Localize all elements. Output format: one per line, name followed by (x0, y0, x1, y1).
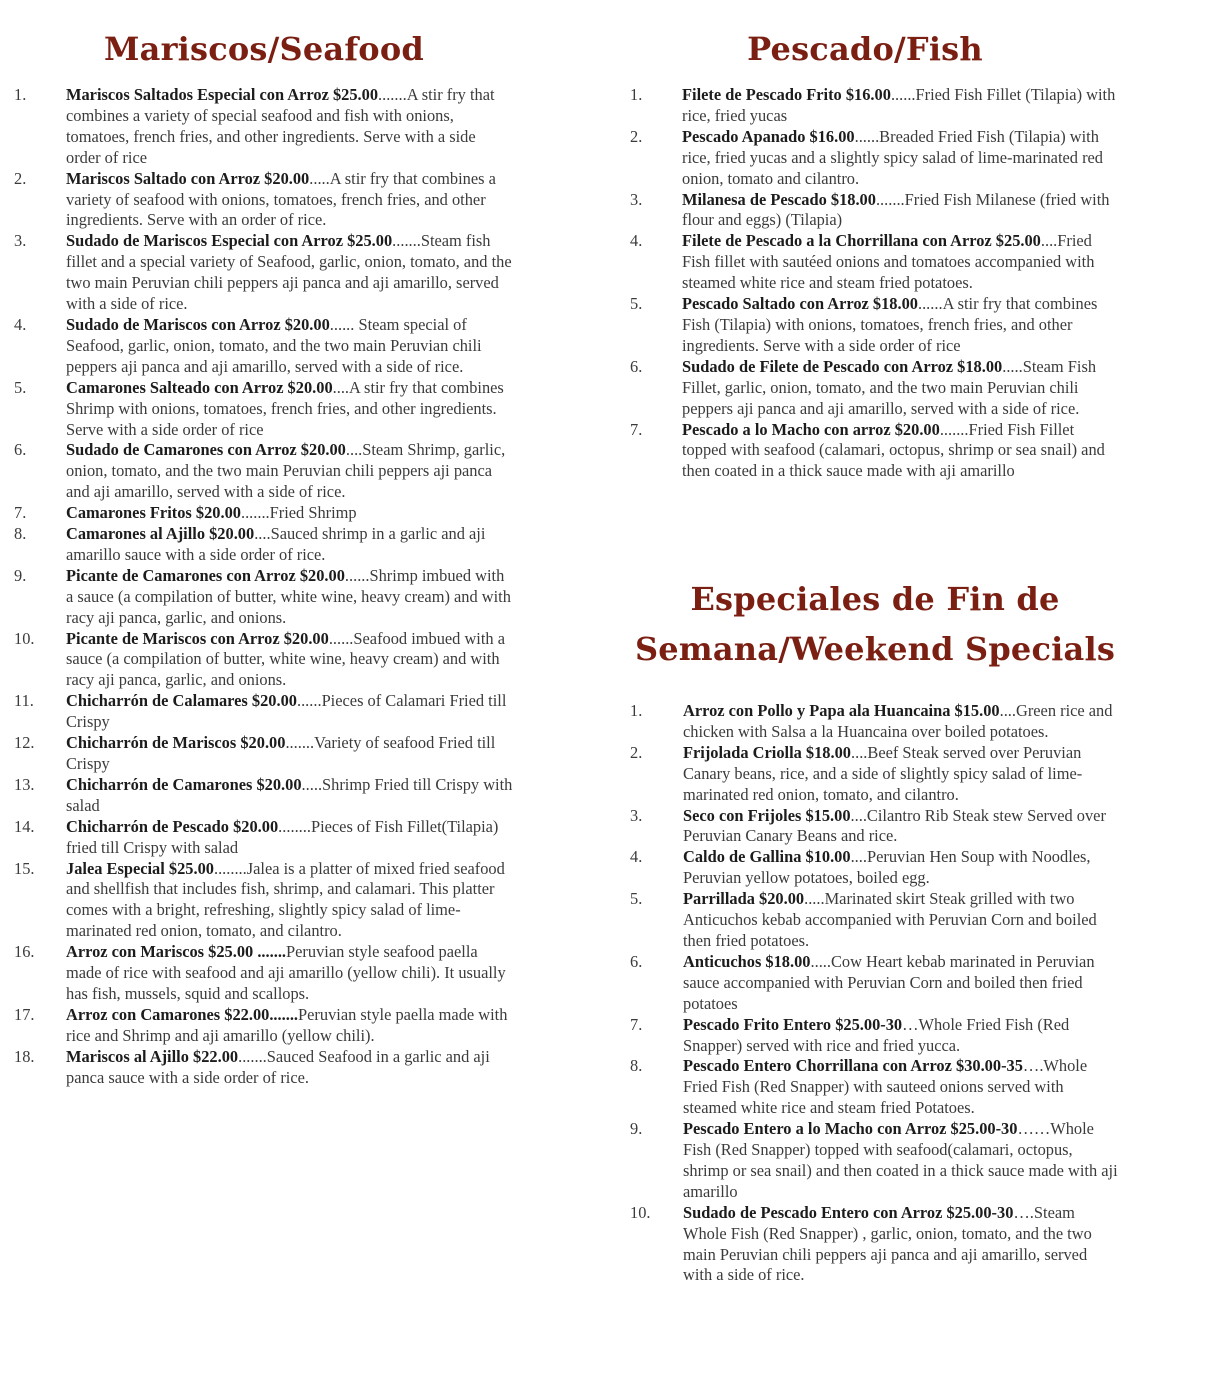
item-number: 9. (14, 565, 27, 585)
specials-heading-line2: Semana/Weekend Specials (634, 630, 1116, 668)
list-item (14, 566, 514, 629)
item-number: 1. (630, 85, 643, 104)
item-name: Anticuchos $18.00 (683, 951, 811, 971)
item-number: 12. (14, 733, 35, 753)
item-name: Seco con Frijoles $15.00 (683, 805, 851, 825)
list-item (14, 524, 514, 566)
item-description: .......Fried Fish Milanese (fried with flour and eggs) (Tilapia) (682, 189, 1110, 230)
list-item (630, 231, 1120, 294)
item-number: 10. (14, 628, 35, 648)
item-description: ….Whole Fried Fish (Red Snapper) with sauteed onions served with steamed white rice and steam fried Potatoes. (683, 1056, 1088, 1118)
list-item (630, 847, 1120, 889)
item-number: 3. (14, 231, 27, 251)
list-item (630, 294, 1120, 357)
item-number: 9. (630, 1119, 643, 1139)
list-item (14, 691, 514, 733)
item-description: ……Whole Fish (Red Snapper) topped with seafood(calamari, octopus, shrimp or sea snail) and then coated in a thick sauce made with aji amarillo (683, 1119, 1118, 1201)
list-item (630, 127, 1120, 190)
specials-heading-line1: Especiales de Fin de (690, 580, 1060, 618)
item-name: Frijolada Criolla $18.00 (683, 742, 851, 762)
item-description: ....Steam Shrimp, garlic, onion, tomato, and the two main Peruvian chili peppers aji panca and aji amarillo, served with a side of rice. (66, 440, 506, 502)
item-name: Picante de Mariscos con Arroz $20.00 (66, 628, 329, 648)
item-number: 15. (14, 858, 35, 878)
item-number: 16. (14, 942, 35, 962)
item-name: Sudado de Camarones con Arroz $20.00 (66, 440, 346, 460)
item-number: 5. (14, 377, 27, 397)
item-name: Pescado Apanado $16.00 (682, 126, 855, 146)
item-name: Sudado de Pescado Entero con Arroz $25.00-30 (683, 1202, 1014, 1222)
list-item (14, 378, 514, 441)
item-number: 2. (630, 126, 643, 146)
seafood-list (14, 85, 514, 1089)
item-description: Peruvian style paella made with rice and Shrimp and aji amarillo (yellow chili). (66, 1004, 508, 1045)
item-number: 6. (630, 356, 643, 376)
item-description: ........Pieces of Fish Fillet(Tilapia) fried till Crispy with salad (66, 816, 499, 857)
item-name: Chicharrón de Camarones $20.00 (66, 774, 302, 794)
list-item (14, 503, 514, 524)
item-description: Peruvian style seafood paella made of rice with seafood and aji amarillo (yellow chili). It usually has fish, mussels, squid and scallops. (66, 942, 506, 1003)
item-number: 11. (14, 691, 34, 711)
item-description: .....Cow Heart kebab marinated in Peruvian sauce accompanied with Peruvian Corn and boiled then fried potatoes (683, 951, 1095, 1013)
item-description: ....A stir fry that combines Shrimp with onions, tomatoes, french fries, and other ingredients. Serve with a side order of rice (66, 377, 504, 439)
item-description: …Whole Fried Fish (Red Snapper) served with rice and fried yucca. (683, 1014, 1070, 1055)
item-description: .....Marinated skirt Steak grilled with two Anticuchos kebab accompanied with Peruvian Corn and boiled then fried potatoes. (683, 889, 1097, 950)
item-name: Sudado de Filete de Pescado con Arroz $18.00 (682, 356, 1003, 376)
item-number: 3. (630, 805, 643, 825)
item-number: 4. (630, 847, 643, 867)
item-description: .......Sauced Seafood in a garlic and aji panca sauce with a side order of rice. (66, 1046, 490, 1087)
item-description: .....Shrimp Fried till Crispy with salad (66, 774, 513, 815)
item-description: .......Fried Shrimp (240, 503, 357, 523)
list-item (14, 629, 514, 692)
list-item (630, 952, 1120, 1015)
item-name: Chicharrón de Pescado $20.00 (66, 816, 279, 836)
list-item (630, 357, 1120, 420)
item-name: Chicharrón de Calamares $20.00 (66, 691, 297, 711)
list-item (14, 733, 514, 775)
list-item (630, 1119, 1120, 1203)
item-description: ......Pieces of Calamari Fried till Crispy (66, 691, 507, 732)
item-description: ....Fried Fish fillet with sautéed onions and tomatoes accompanied with steamed white rice and steam fried potatoes. (682, 231, 1095, 293)
item-name: Camarones Salteado con Arroz $20.00 (66, 377, 333, 397)
item-description: ....Peruvian Hen Soup with Noodles, Peruvian yellow potatoes, boiled egg. (683, 847, 1091, 888)
item-name: Milanesa de Pescado $18.00 (682, 189, 876, 209)
item-number: 14. (14, 816, 35, 836)
item-description: .......Variety of seafood Fried till Crispy (66, 733, 496, 773)
list-item (630, 1056, 1120, 1119)
item-description: .......A stir fry that combines a variety of special seafood and fish with onions, tomatoes, french fries, and other ingredients. Serve with a side order of rice (66, 85, 495, 167)
item-description: ...... Steam special of Seafood, garlic, onion, tomato, and the two main Peruvian chili peppers aji panca and aji amarillo, served with a side of rice. (66, 314, 482, 376)
item-description: ......A stir fry that combines Fish (Tilapia) with onions, tomatoes, french fries, and other ingredients. Serve with a side order of rice (682, 294, 1098, 355)
item-number: 7. (630, 1014, 643, 1034)
item-name: Pescado Saltado con Arroz $18.00 (682, 294, 918, 314)
item-number: 5. (630, 294, 643, 314)
item-name: Camarones al Ajillo $20.00 (66, 524, 255, 544)
item-description: ....Green rice and chicken with Salsa a la Huancaina over boiled potatoes. (683, 701, 1113, 741)
item-name: Camarones Fritos $20.00 (66, 503, 241, 523)
item-number: 17. (14, 1004, 35, 1024)
item-description: ....Cilantro Rib Steak stew Served over Peruvian Canary Beans and rice. (683, 805, 1106, 846)
item-description: ......Shrimp imbued with a sauce (a compilation of butter, white wine, heavy cream) and with racy aji panca, garlic, and onions. (66, 565, 511, 627)
item-name: Pescado Frito Entero $25.00-30 (683, 1014, 903, 1034)
item-name: Picante de Camarones con Arroz $20.00 (66, 565, 345, 585)
list-item (14, 85, 514, 169)
item-name: Arroz con Pollo y Papa ala Huancaina $15.00 (683, 701, 1000, 720)
item-name: Mariscos al Ajillo $22.00 (66, 1046, 239, 1066)
item-name: Pescado Entero Chorrillana con Arroz $30.00-35 (683, 1056, 1023, 1076)
item-description: ......Seafood imbued with a sauce (a compilation of butter, white wine, heavy cream) and with racy aji panca, garlic, and onions. (66, 628, 505, 690)
fish-list (630, 85, 1120, 482)
item-number: 18. (14, 1046, 35, 1066)
item-number: 8. (14, 524, 27, 544)
item-description: ....Beef Steak served over Peruvian Canary beans, rice, and a side of slightly spicy salad of lime-marinated red onion, tomato, and cilantro. (683, 742, 1083, 804)
item-name: Sudado de Mariscos con Arroz $20.00 (66, 314, 330, 334)
item-name: Pescado a lo Macho con arroz $20.00 (682, 419, 940, 439)
list-item (630, 190, 1120, 232)
list-item (14, 1047, 514, 1089)
item-name: Arroz con Camarones $22.00....... (66, 1004, 299, 1024)
item-number: 8. (630, 1056, 643, 1076)
item-name: Filete de Pescado Frito $16.00 (682, 85, 891, 104)
item-description: .......Fried Fish Fillet topped with seafood (calamari, octopus, shrimp or sea snail) and then coated in a thick sauce made with aji amarillo (682, 419, 1105, 481)
item-name: Caldo de Gallina $10.00 (683, 847, 851, 867)
item-name: Chicharrón de Mariscos $20.00 (66, 733, 286, 753)
item-description: ......Fried Fish Fillet (Tilapia) with rice, fried yucas (682, 85, 1116, 125)
list-item (14, 440, 514, 503)
item-name: Sudado de Mariscos Especial con Arroz $25.00 (66, 231, 393, 251)
item-number: 3. (630, 189, 643, 209)
list-item (630, 701, 1120, 743)
item-name: Parrillada $20.00 (683, 889, 805, 909)
item-number: 13. (14, 774, 35, 794)
item-description: .....Steam Fish Fillet, garlic, onion, tomato, and the two main Peruvian chili peppers aji panca and aji amarillo, served with a side of rice. (682, 356, 1097, 418)
item-description: ......Breaded Fried Fish (Tilapia) with rice, fried yucas and a slightly spicy salad of lime-marinated red onion, tomato and cilantro. (682, 126, 1103, 188)
list-item (630, 889, 1120, 952)
item-number: 7. (630, 419, 643, 439)
item-number: 6. (630, 951, 643, 971)
list-item (14, 775, 514, 817)
item-number: 4. (630, 231, 643, 251)
item-name: Filete de Pescado a la Chorrillana con Arroz $25.00 (682, 231, 1041, 251)
item-number: 2. (630, 742, 643, 762)
item-number: 6. (14, 440, 27, 460)
item-description: ….Steam Whole Fish (Red Snapper) , garlic, onion, tomato, and the two main Peruvian chili peppers aji panca and aji amarillo, served with a side of rice. (683, 1202, 1092, 1285)
item-number: 2. (14, 168, 27, 188)
seafood-heading: Mariscos/Seafood (104, 30, 424, 68)
item-description: ........Jalea is a platter of mixed fried seafood and shellfish that includes fish, shrimp, and calamari. This platter comes with a bright, refreshing, slightly spicy salad of lime-marinated red onion, tomato, and cilantro. (66, 858, 505, 941)
list-item (630, 85, 1120, 127)
specials-heading (630, 574, 1120, 674)
item-number: 4. (14, 314, 27, 334)
item-number: 7. (14, 503, 27, 523)
fish-heading: Pescado/Fish (747, 30, 983, 68)
item-number: 1. (630, 701, 643, 720)
item-name: Pescado Entero a lo Macho con Arroz $25.00-30 (683, 1119, 1018, 1139)
item-description: .....A stir fry that combines a variety of seafood with onions, tomatoes, french fries, and other ingredients. Serve with an order of rice. (66, 168, 496, 230)
item-name: Mariscos Saltados Especial con Arroz $25.00 (66, 85, 379, 104)
item-name: Jalea Especial $25.00 (66, 858, 214, 878)
list-item (14, 315, 514, 378)
item-number: 10. (630, 1202, 651, 1222)
item-name: Mariscos Saltado con Arroz $20.00 (66, 168, 310, 188)
list-item (14, 1005, 514, 1047)
list-item (630, 806, 1120, 848)
item-number: 5. (630, 889, 643, 909)
list-item (14, 817, 514, 859)
item-description: .......Steam fish fillet and a special variety of Seafood, garlic, onion, tomato, and the two main Peruvian chili peppers aji panca and aji amarillo, served with a side of rice. (66, 231, 512, 314)
list-item (14, 859, 514, 943)
list-item (630, 1203, 1120, 1287)
item-number: 1. (14, 85, 27, 104)
item-description: ....Sauced shrimp in a garlic and aji amarillo sauce with a side order of rice. (66, 524, 486, 564)
list-item (630, 743, 1120, 806)
specials-list (630, 701, 1120, 1286)
item-name: Arroz con Mariscos $25.00 ....... (66, 942, 287, 962)
list-item (630, 420, 1120, 483)
list-item (14, 231, 514, 315)
list-item (14, 942, 514, 1005)
list-item (14, 169, 514, 232)
list-item (630, 1015, 1120, 1057)
